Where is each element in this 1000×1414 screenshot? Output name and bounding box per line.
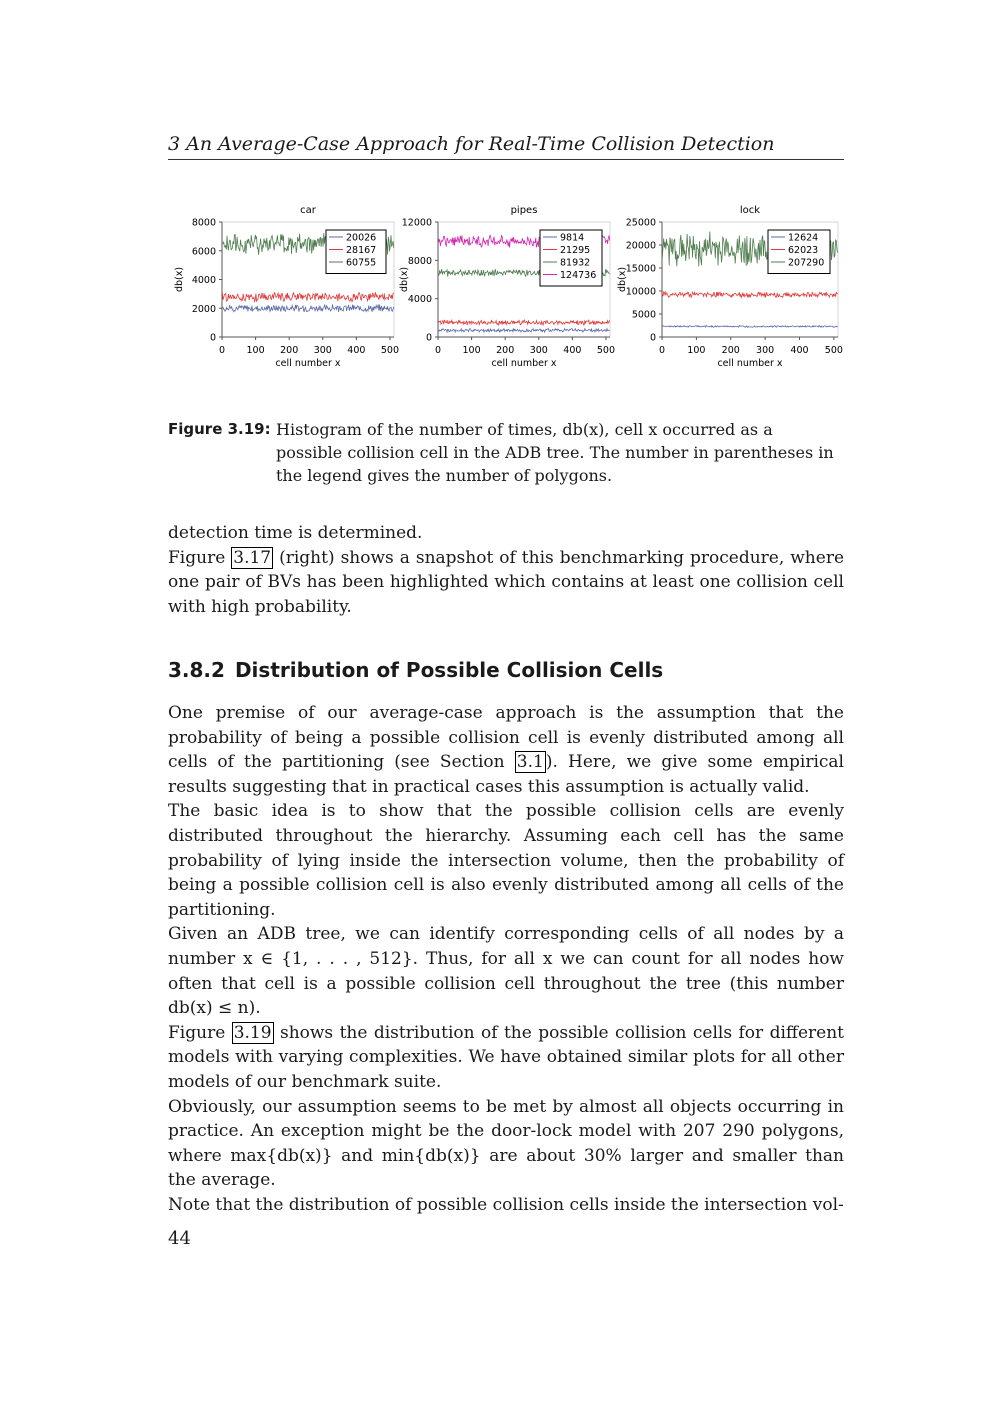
x-tick-label: 200: [721, 345, 740, 356]
section-heading: Distribution of Possible Collision Cells: [234, 658, 664, 682]
section-ref-link[interactable]: 3.1: [516, 752, 544, 773]
legend-label: 21295: [560, 245, 591, 256]
y-tick-label: 4000: [191, 275, 216, 286]
y-tick-label: 12000: [401, 217, 432, 229]
section-body: [168, 701, 844, 1217]
y-tick-label: 8000: [407, 255, 432, 267]
x-tick-label: 500: [824, 345, 843, 356]
y-tick-label: 6000: [191, 246, 216, 258]
x-tick-label: 300: [529, 345, 548, 356]
figure-caption-text: Histogram of the number of times, db(x), cell x occurred as a possible collision cell in the ADB tree. The number in parentheses in the legend gives the number of polygons.: [276, 420, 834, 485]
legend-label: 12624: [788, 232, 819, 244]
chart-lock: [614, 198, 846, 378]
top-text: [168, 521, 844, 619]
x-tick-label: 400: [563, 345, 582, 356]
y-tick-label: 0: [649, 332, 656, 344]
x-tick-label: 500: [596, 345, 616, 356]
figure-caption: [168, 418, 844, 487]
y-tick-label: 15000: [625, 263, 656, 275]
paragraph: The basic idea is to show that the possible collision cells are evenly distributed throughout the hierarchy. Assuming each cell has the same probability of lying inside the intersection volume, then the probability of being a possible collision cell is also evenly distributed among all cells of the partitioning.: [168, 801, 844, 920]
legend-label: 20026: [346, 232, 377, 244]
paragraph: Note that the distribution of possible collision cells inside the intersection vol-: [168, 1194, 844, 1215]
y-tick-label: 5000: [631, 309, 656, 321]
x-tick-label: 300: [313, 345, 332, 356]
x-tick-label: 500: [380, 345, 400, 356]
page-number: 44: [168, 1228, 191, 1249]
chart-title: pipes: [510, 205, 538, 216]
x-tick-label: 100: [687, 345, 706, 356]
x-tick-label: 100: [462, 345, 481, 356]
legend-label: 62023: [788, 245, 819, 256]
paragraph: Figure 3.19 shows the distribution of the possible collision cells for different models with varying complexities. We have obtained similar plots for all other models of our benchmark suite.: [168, 1022, 845, 1092]
y-axis-label: db(x): [617, 266, 628, 293]
x-tick-label: 400: [790, 345, 809, 356]
x-tick-label: 0: [658, 345, 666, 356]
y-tick-label: 25000: [625, 217, 656, 229]
x-axis-label: cell number x: [275, 358, 341, 369]
chart-title: lock: [739, 205, 761, 216]
x-tick-label: 300: [756, 345, 775, 356]
legend-label: 81932: [560, 257, 591, 269]
paragraph: Figure 3.17 (right) shows a snapshot of this benchmarking procedure, where one pair of BVs has been highlighted which contains at least one collision cell with high probability.: [168, 547, 845, 617]
chart-pipes: [396, 198, 616, 378]
y-tick-label: 0: [425, 332, 432, 344]
x-tick-label: 200: [280, 345, 299, 356]
legend-label: 9814: [560, 232, 585, 244]
y-tick-label: 4000: [407, 294, 432, 306]
legend-label: 28167: [346, 245, 377, 256]
y-tick-label: 2000: [191, 303, 216, 315]
paragraph: Given an ADB tree, we can identify corresponding cells of all nodes by a number x ∈ {1, . . . , 512}. Thus, for all x we can count for all nodes how often that cell is a possible collision cell throughout the tree (this number db(x) ≤ n).: [168, 924, 844, 1019]
figure-label: Figure 3.19:: [168, 420, 271, 438]
x-tick-label: 0: [218, 345, 226, 356]
legend: [540, 230, 602, 286]
y-axis-label: db(x): [399, 266, 410, 293]
legend: [326, 230, 386, 274]
figure-ref-link[interactable]: 3.17: [233, 547, 272, 568]
legend-label: 124736: [560, 270, 597, 281]
paragraph: detection time is determined.: [168, 523, 423, 543]
y-tick-label: 10000: [625, 286, 656, 298]
x-tick-label: 400: [347, 345, 366, 356]
x-tick-label: 100: [246, 345, 265, 356]
running-head: 3 An Average-Case Approach for Real-Time Collision Detection: [168, 133, 844, 160]
chart-title: car: [300, 205, 316, 216]
legend-label: 207290: [788, 257, 825, 269]
x-axis-label: cell number x: [491, 358, 557, 369]
paragraph: One premise of our average-case approach is the assumption that the probability of being a possible collision cell is evenly distributed among all cells of the partitioning (see Section 3.1 ). Here, we give some empirical results suggesting that in practical cases this assumption is actually valid.: [168, 703, 844, 797]
x-tick-label: 0: [434, 345, 442, 356]
x-tick-label: 200: [496, 345, 515, 356]
figure-ref-link[interactable]: 3.19: [233, 1022, 272, 1043]
section-title: [168, 656, 844, 684]
y-tick-label: 8000: [191, 217, 216, 229]
chart-car: [168, 198, 400, 378]
figure: [168, 198, 848, 378]
y-axis-label: db(x): [174, 266, 185, 293]
paragraph: Obviously, our assumption seems to be met by almost all objects occurring in practice. An exception might be the door-lock model with 207 290 polygons, where max{db(x)} and min{db(x)} are about 30% larger and smaller than the average.: [168, 1096, 844, 1191]
legend-label: 60755: [346, 257, 377, 269]
x-axis-label: cell number x: [717, 358, 783, 369]
section-number: 3.8.2: [168, 658, 225, 682]
y-tick-label: 20000: [625, 240, 656, 252]
legend: [768, 230, 830, 274]
y-tick-label: 0: [209, 332, 216, 344]
